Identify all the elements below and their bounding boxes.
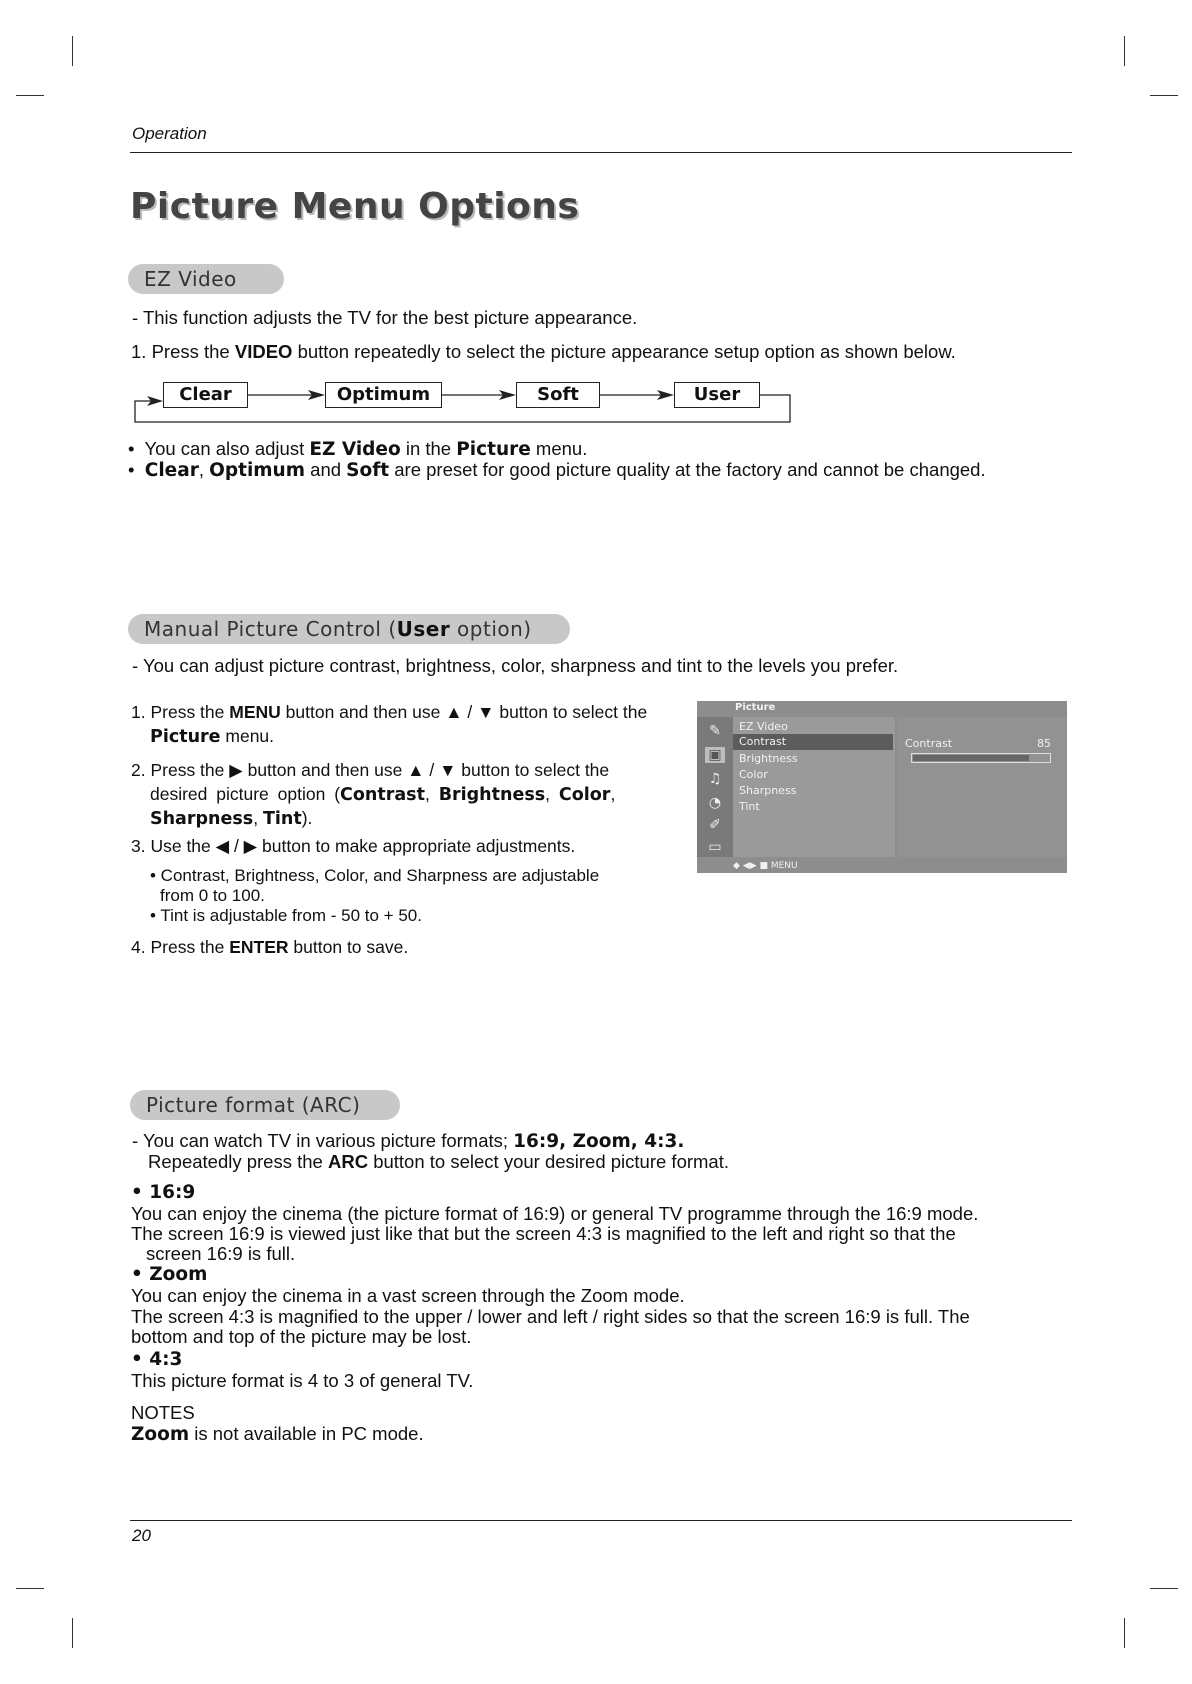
format-4-3-line-1: This picture format is 4 to 3 of general TV. [131,1370,474,1391]
notes-label: NOTES [131,1402,195,1423]
sound-icon: ♫ [708,771,722,787]
flow-soft: Soft [516,382,600,408]
crop-mark [1150,1588,1178,1589]
osd-item-tint[interactable]: Tint [739,800,760,813]
osd-item-ez-video[interactable]: EZ Video [739,720,788,733]
flow-user: User [674,382,760,408]
format-16-9-title: • 16:9 [131,1182,196,1203]
osd-item-list [733,717,895,857]
osd-value-number: 85 [1037,737,1051,750]
crop-mark [16,1588,44,1589]
header-rule [130,152,1072,153]
ez-video-bullet-1: • You can also adjust EZ Video in the Picture menu. [128,438,588,460]
manual-intro: - You can adjust picture contrast, brightness, color, sharpness and tint to the levels you prefer. [132,655,899,676]
option-icon: ✐ [709,817,721,833]
flow-arrows [128,380,798,426]
ez-video-bullet-2: • Clear, Optimum and Soft are preset for good picture quality at the factory and cannot be changed. [128,459,986,481]
osd-item-contrast[interactable]: Contrast [733,734,893,750]
format-zoom-title: • Zoom [131,1264,208,1285]
footer-rule [130,1520,1072,1521]
ez-video-intro: - This function adjusts the TV for the best picture appearance. [132,307,638,328]
crop-mark [72,36,73,66]
arc-intro-2: Repeatedly press the ARC button to select your desired picture format. [148,1151,729,1172]
format-4-3-title: • 4:3 [131,1349,183,1370]
crop-mark [16,95,44,96]
osd-item-brightness[interactable]: Brightness [739,752,798,765]
notes-text: Zoom is not available in PC mode. [131,1423,424,1445]
crop-mark [72,1618,73,1648]
ez-video-step-1: 1. Press the VIDEO button repeatedly to select the picture appearance setup option as shown below. [131,341,956,362]
osd-icon-column [697,717,733,857]
manual-note-2: • Tint is adjustable from - 50 to + 50. [150,906,422,925]
manual-step-1: 1. Press the MENU button and then use ▲ / ▼ button to select the [131,702,648,722]
page-title: Picture Menu Options [130,186,580,227]
format-zoom-line-3: bottom and top of the picture may be lost. [131,1326,472,1347]
time-icon: ◔ [708,795,722,811]
osd-value-slider[interactable] [911,753,1051,763]
osd-footer: ◆ ◀▶ ■ MENU [733,861,798,871]
osd-value-panel [897,717,1067,857]
manual-control-heading: Manual Picture Control (User option) [128,614,570,644]
format-zoom-line-2: The screen 4:3 is magnified to the upper / lower and left / right sides so that the screen 16:9 is full. The [131,1306,970,1327]
page-number: 20 [132,1526,151,1545]
screen-icon: ▭ [708,839,722,855]
manual-step-2-cont2: Sharpness, Tint). [150,808,313,829]
manual-step-4: 4. Press the ENTER button to save. [131,937,409,957]
arc-heading: Picture format (ARC) [130,1090,400,1120]
crop-mark [1124,1618,1125,1648]
osd-item-color[interactable]: Color [739,768,768,781]
flow-clear: Clear [163,382,248,408]
osd-title: Picture [735,702,776,713]
format-16-9-line-2: The screen 16:9 is viewed just like that but the screen 4:3 is magnified to the left and right so that the [131,1223,956,1244]
manual-step-3: 3. Use the ◀ / ▶ button to make appropriate adjustments. [131,836,576,856]
picture-icon: ▣ [705,747,725,763]
manual-step-2-cont: desired picture option (Contrast, Brightness, Color, [150,784,616,805]
osd-value-label: Contrast [905,737,953,750]
format-16-9-line-3: screen 16:9 is full. [146,1243,296,1264]
manual-note-1b: from 0 to 100. [160,886,265,905]
ez-video-heading: EZ Video [128,264,284,294]
crop-mark [1150,95,1178,96]
picture-menu-osd [697,701,1067,873]
arc-intro: - You can watch TV in various picture formats; 16:9, Zoom, 4:3. [132,1130,685,1152]
crop-mark [1124,36,1125,66]
manual-step-1-cont: Picture menu. [150,726,275,747]
manual-step-2: 2. Press the ▶ button and then use ▲ / ▼ button to select the [131,760,610,780]
setup-icon: ✎ [709,723,721,739]
format-16-9-line-1: You can enjoy the cinema (the picture format of 16:9) or general TV programme through the 16:9 mode. [131,1203,979,1224]
osd-item-sharpness[interactable]: Sharpness [739,784,797,797]
format-zoom-line-1: You can enjoy the cinema in a vast screen through the Zoom mode. [131,1285,685,1306]
section-label: Operation [132,124,207,143]
osd-slider-fill [913,755,1029,761]
manual-note-1: • Contrast, Brightness, Color, and Sharpness are adjustable [150,866,600,885]
flow-optimum: Optimum [325,382,442,408]
